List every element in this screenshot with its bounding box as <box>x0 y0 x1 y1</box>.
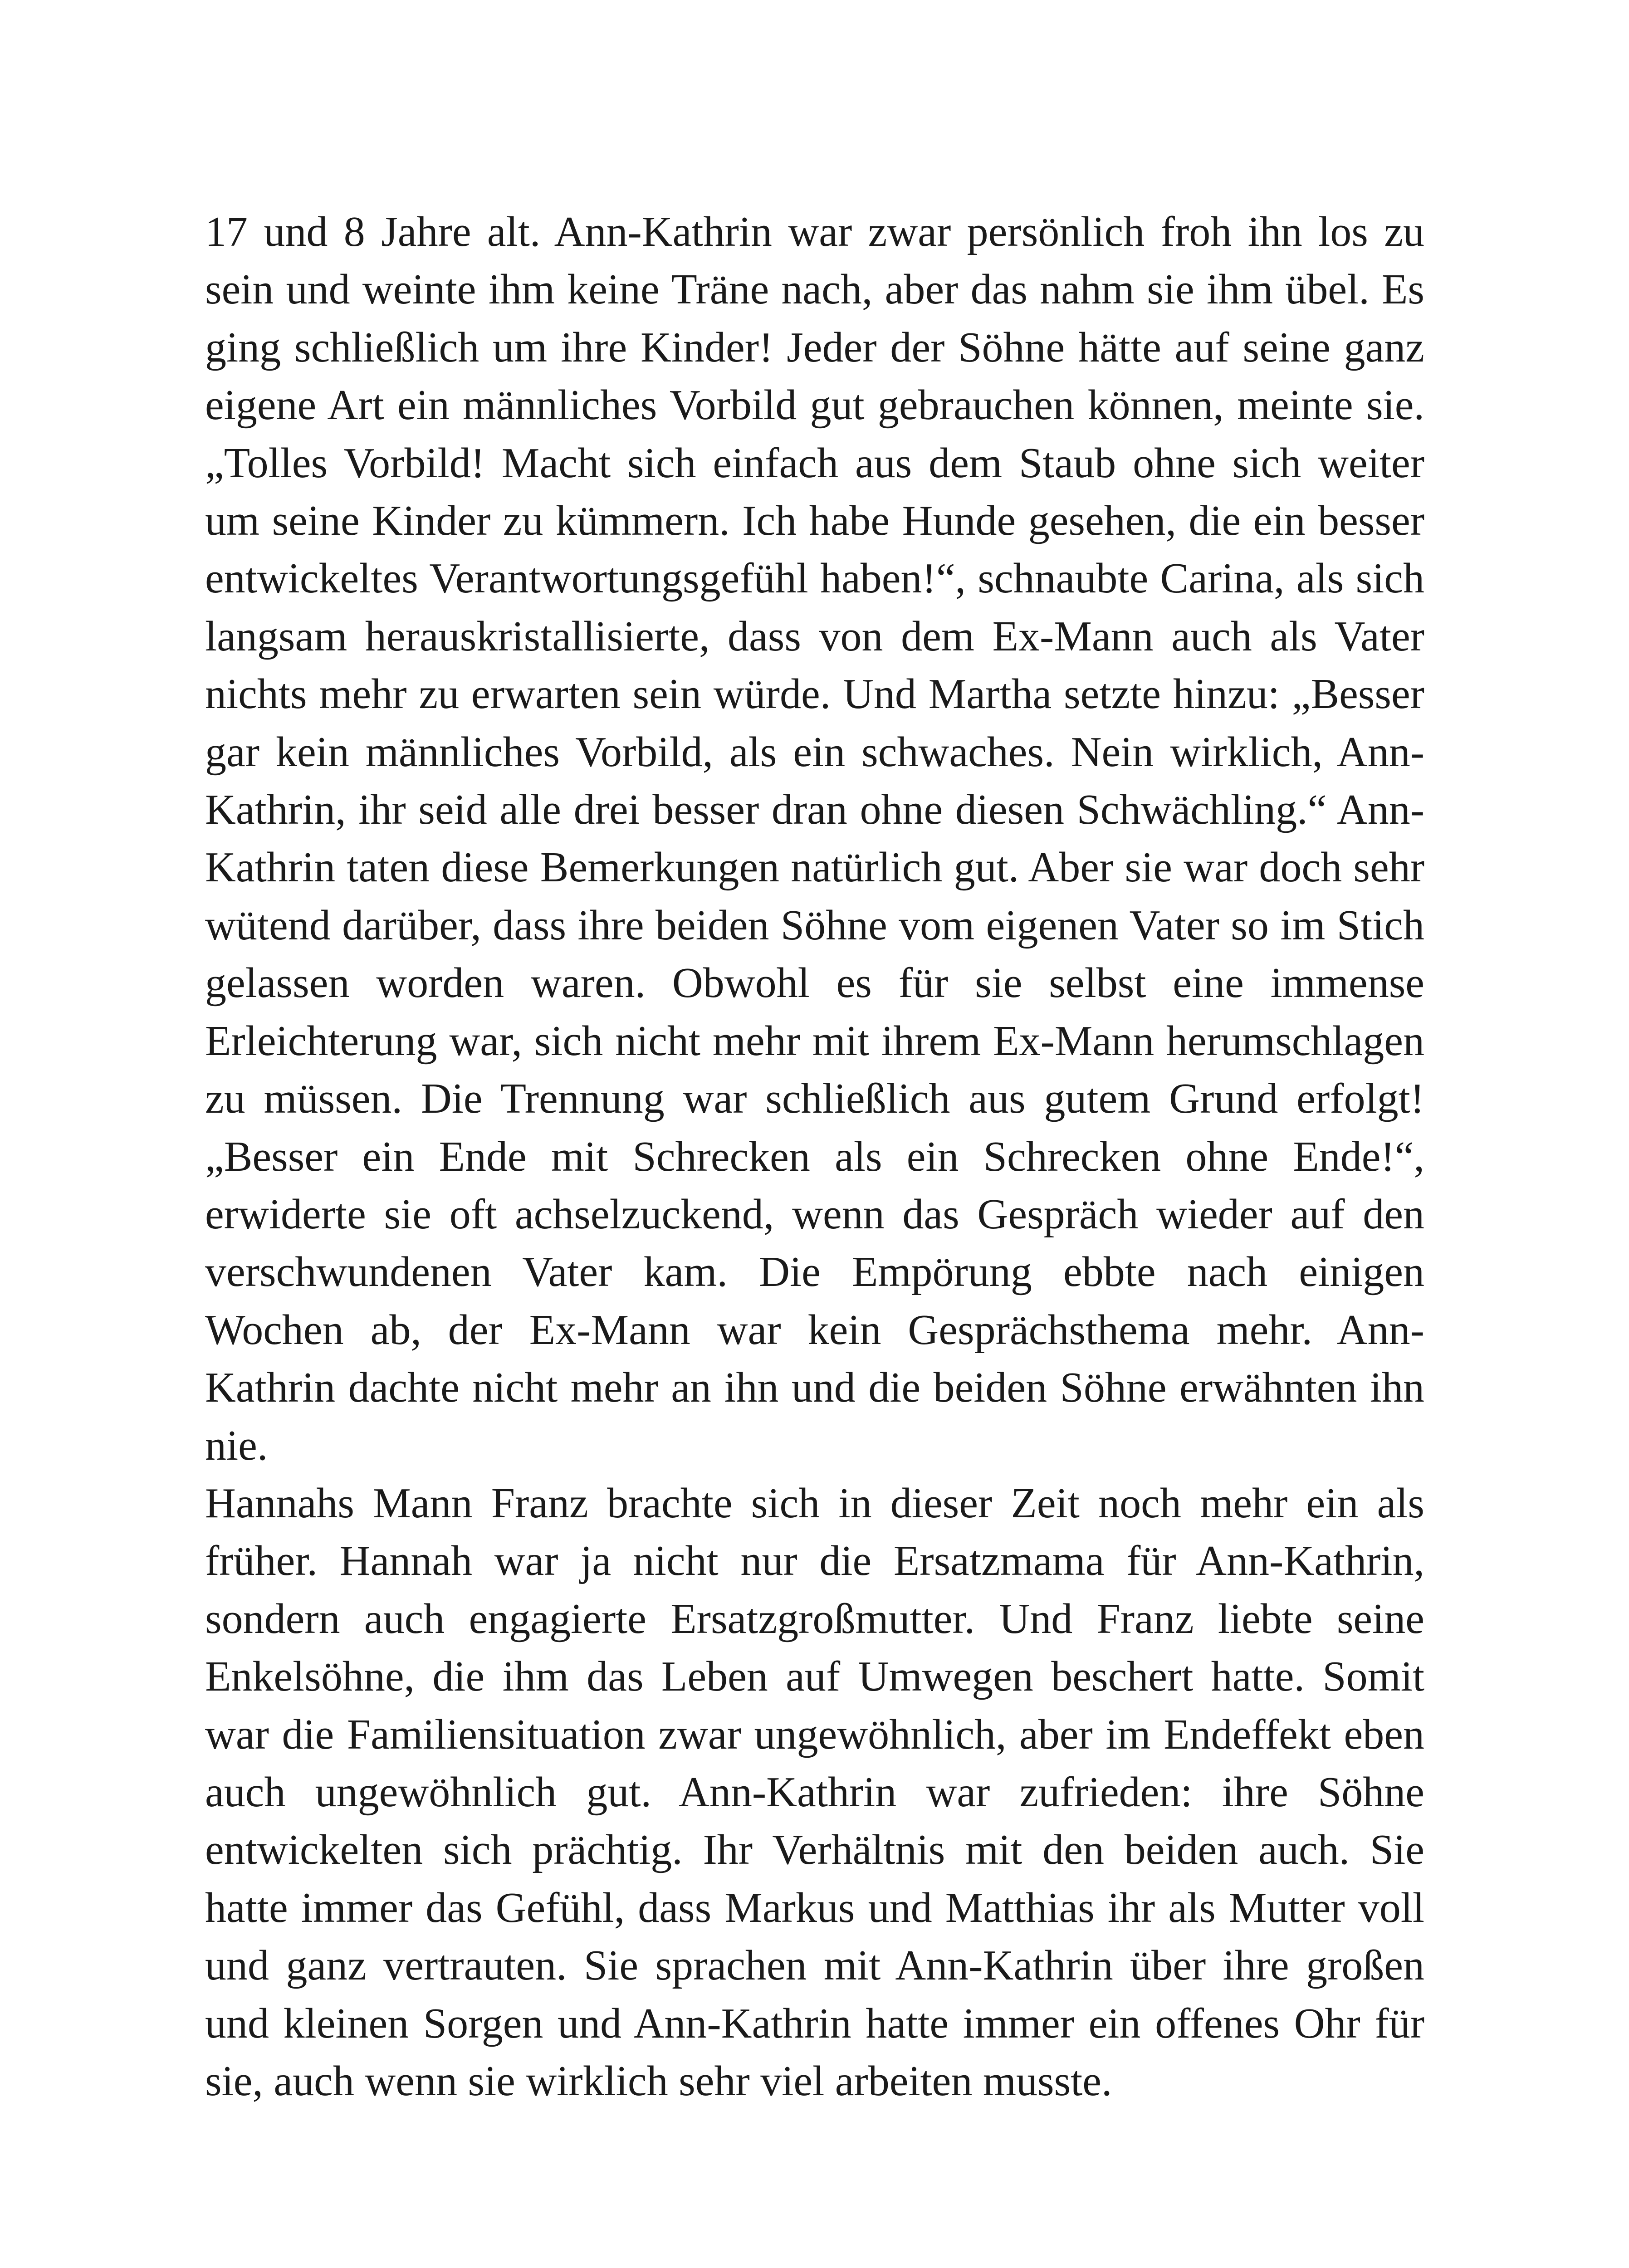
paragraph-2: Hannahs Mann Franz brachte sich in dieser Zeit noch mehr ein als früher. Hannah war ja nicht nur die Ersatzmama für Ann-Kathrin, sondern auch engagierte Ersatzgroßmutter. Und Franz liebte seine Enkelsöhne, die ihm das Leben auf Umwegen beschert hatte. Somit war die Familiensituation zwar ungewöhnlich, aber im Endeffekt eben auch ungewöhnlich gut. Ann-Kathrin war zufrieden: ihre Söhne entwickelten sich prächtig. Ihr Verhältnis mit den beiden auch. Sie hatte immer das Gefühl, dass Markus und Matthias ihr als Mutter voll und ganz vertrauten. Sie sprachen mit Ann-Kathrin über ihre großen und kleinen Sorgen und Ann-Kathrin hatte immer ein offenes Ohr für sie, auch wenn sie wirklich sehr viel arbeiten musste. <box>205 1479 1424 2105</box>
body-text <box>205 203 1424 2110</box>
paragraph-1: 17 und 8 Jahre alt. Ann-Kathrin war zwar persönlich froh ihn los zu sein und weinte ihm keine Träne nach, aber das nahm sie ihm übel. Es ging schließlich um ihre Kinder! Jeder der Söhne hätte auf seine ganz eigene Art ein männliches Vorbild gut gebrauchen können, meinte sie. „Tolles Vorbild! Macht sich einfach aus dem Staub ohne sich weiter um seine Kinder zu kümmern. Ich habe Hunde gesehen, die ein besser entwickeltes Verantwortungsgefühl haben!“, schnaubte Carina, als sich langsam herauskristallisierte, dass von dem Ex-Mann auch als Vater nichts mehr zu erwarten sein würde. Und Martha setzte hinzu: „Besser gar kein männliches Vorbild, als ein schwaches. Nein wirklich, Ann-Kathrin, ihr seid alle drei besser dran ohne diesen Schwächling.“ Ann-Kathrin taten diese Bemerkungen natürlich gut. Aber sie war doch sehr wütend darüber, dass ihre beiden Söhne vom eigenen Vater so im Stich gelassen worden waren. Obwohl es für sie selbst eine immense Erleichterung war, sich nicht mehr mit ihrem Ex-Mann herumschlagen zu müssen. Die Trennung war schließlich aus gutem Grund erfolgt! „Besser ein Ende mit Schrecken als ein Schrecken ohne Ende!“, erwiderte sie oft achselzuckend, wenn das Gespräch wieder auf den verschwundenen Vater kam. Die Empörung ebbte nach einigen Wochen ab, der Ex-Mann war kein Gesprächsthema mehr. Ann-Kathrin dachte nicht mehr an ihn und die beiden Söhne erwähnten ihn nie. <box>205 208 1424 1469</box>
